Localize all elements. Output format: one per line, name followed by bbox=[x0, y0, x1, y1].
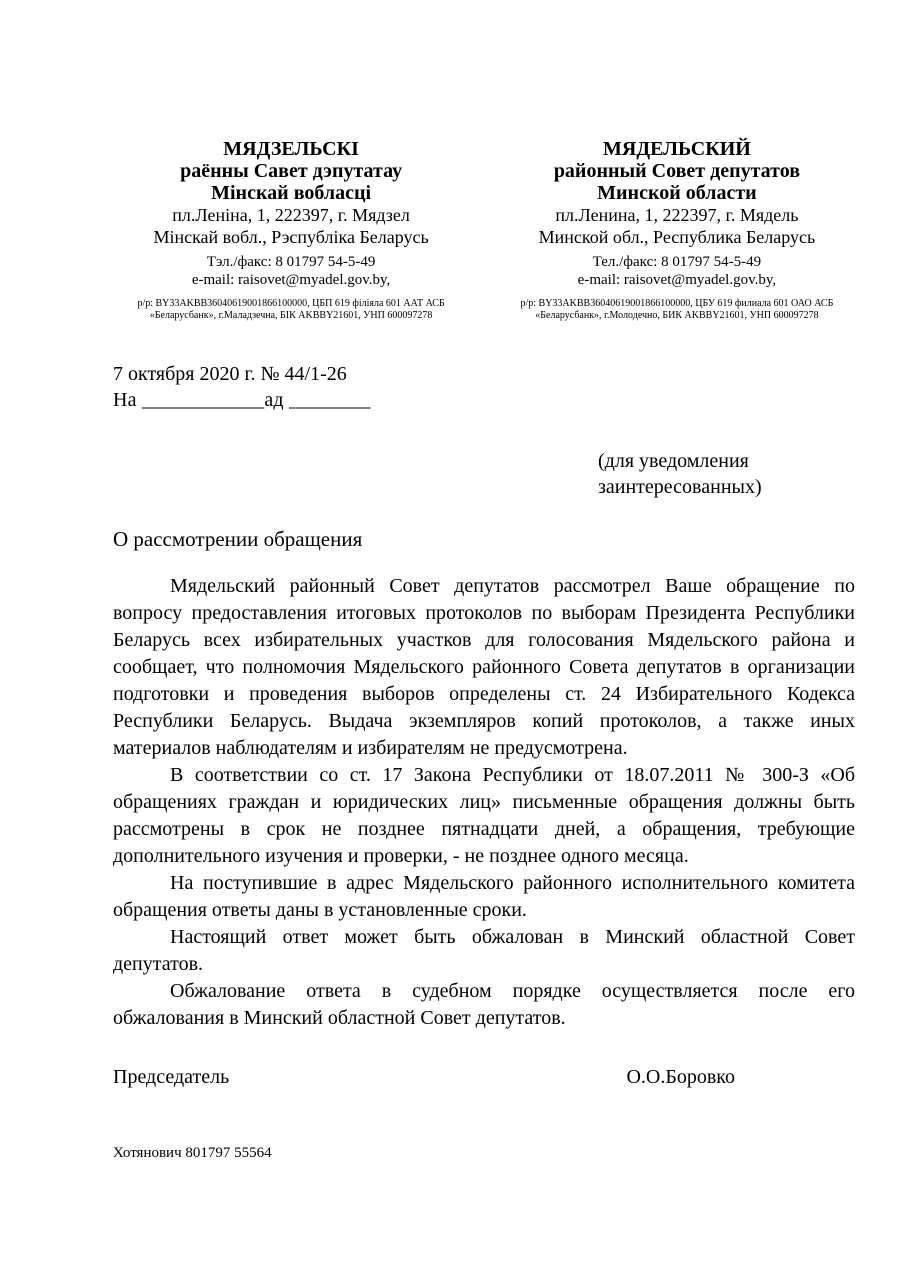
reference-block bbox=[113, 362, 855, 412]
org-contact-by bbox=[113, 253, 469, 289]
org-line2-ru: районный Совет депутатов bbox=[553, 160, 801, 182]
letterhead bbox=[113, 138, 855, 322]
bank-line1-by: р/р: BY33AKBB36040619001866100000, ЦБП 619 філіяла 601 ААТ АСБ bbox=[137, 298, 445, 309]
letterhead-russian-column bbox=[499, 138, 855, 322]
org-address2-ru: Минской обл., Республика Беларусь bbox=[538, 227, 816, 247]
bank-line1-ru: р/р: BY33AKBB36040619001866100000, ЦБУ 619 филиала 601 ОАО АСБ bbox=[520, 298, 834, 309]
subject-line: О рассмотрении обращения bbox=[113, 527, 363, 551]
bank-details-ru bbox=[499, 298, 855, 322]
letterhead-belarusian-column bbox=[113, 138, 469, 322]
date-and-number: 7 октября 2020 г. № 44/1-26 bbox=[113, 363, 347, 385]
body-paragraph: На поступившие в адрес Мядельского районного исполнительного комитета обращения ответы даны в установленные сроки. bbox=[113, 872, 855, 921]
org-line3-ru: Минской области bbox=[597, 182, 757, 204]
addressee-note-line1: (для уведомления bbox=[598, 450, 749, 472]
phone-by: Тэл./факс: 8 01797 54-5-49 bbox=[206, 254, 376, 270]
org-address1-by: пл.Леніна, 1, 222397, г. Мядзел bbox=[172, 205, 410, 225]
reply-to-line: На ____________ад ________ bbox=[113, 389, 371, 411]
org-name-ru: МЯДЕЛЬСКИЙ bbox=[603, 138, 751, 160]
bank-details-by bbox=[113, 298, 469, 322]
bank-line2-ru: «Беларусбанк», г.Молодечно, БИК AKBBY21601, УНП 600097278 bbox=[535, 310, 819, 321]
addressee-note bbox=[598, 448, 848, 500]
signature-row bbox=[113, 1066, 855, 1089]
org-address1-ru: пл.Ленина, 1, 222397, г. Мядель bbox=[555, 205, 799, 225]
org-line2-by: раённы Савет дэпутатау bbox=[180, 160, 403, 182]
body-paragraph: Обжалование ответа в судебном порядке осуществляется после его обжалования в Минский областной Совет депутатов. bbox=[113, 980, 855, 1029]
bank-line2-by: «Беларусбанк», г.Маладзечна, БІК AKBBY21601, УНП 600097278 bbox=[149, 310, 433, 321]
phone-ru: Тел./факс: 8 01797 54-5-49 bbox=[592, 254, 762, 270]
letter-body bbox=[113, 573, 855, 1032]
body-paragraph: Мядельский районный Совет депутатов рассмотрел Ваше обращение по вопросу предоставления итоговых протоколов по выборам Президента Республики Беларусь всех избирательных участков для голосования Мядельского района и сообщает, что полномочия Мядельского районного Совета депутатов в организации подготовки и проведения выборов определены ст. 24 Избирательного Кодекса Республики Беларусь. Выдача экземпляров копий протоколов, а также иных материалов наблюдателям и избирателям не предусмотрена. bbox=[113, 575, 855, 759]
org-contact-ru bbox=[499, 253, 855, 289]
body-paragraph: Настоящий ответ может быть обжалован в Минский областной Совет депутатов. bbox=[113, 926, 855, 975]
org-name-by: МЯДЗЕЛЬСКІ bbox=[223, 138, 359, 160]
body-paragraph: В соответствии со ст. 17 Закона Республики от 18.07.2011 № 300-З «Об обращениях граждан и юридических лиц» письменные обращения должны быть рассмотрены в срок не позднее пятнадцати дней, а обращения, требующие дополнительного изучения и проверки, - не позднее одного месяца. bbox=[113, 764, 855, 867]
email-by: e-mail: raisovet@myadel.gov.by, bbox=[191, 272, 391, 288]
signer-name: О.О.Боровко bbox=[626, 1066, 735, 1088]
org-line3-by: Мінскай вобласці bbox=[211, 182, 372, 204]
email-ru: e-mail: raisovet@myadel.gov.by, bbox=[577, 272, 777, 288]
org-address2-by: Мінскай вобл., Рэспубліка Беларусь bbox=[153, 227, 429, 247]
executor-footer: Хотянович 801797 55564 bbox=[113, 1145, 272, 1161]
addressee-note-line2: заинтересованных) bbox=[598, 476, 762, 498]
signer-position: Председатель bbox=[113, 1066, 230, 1088]
